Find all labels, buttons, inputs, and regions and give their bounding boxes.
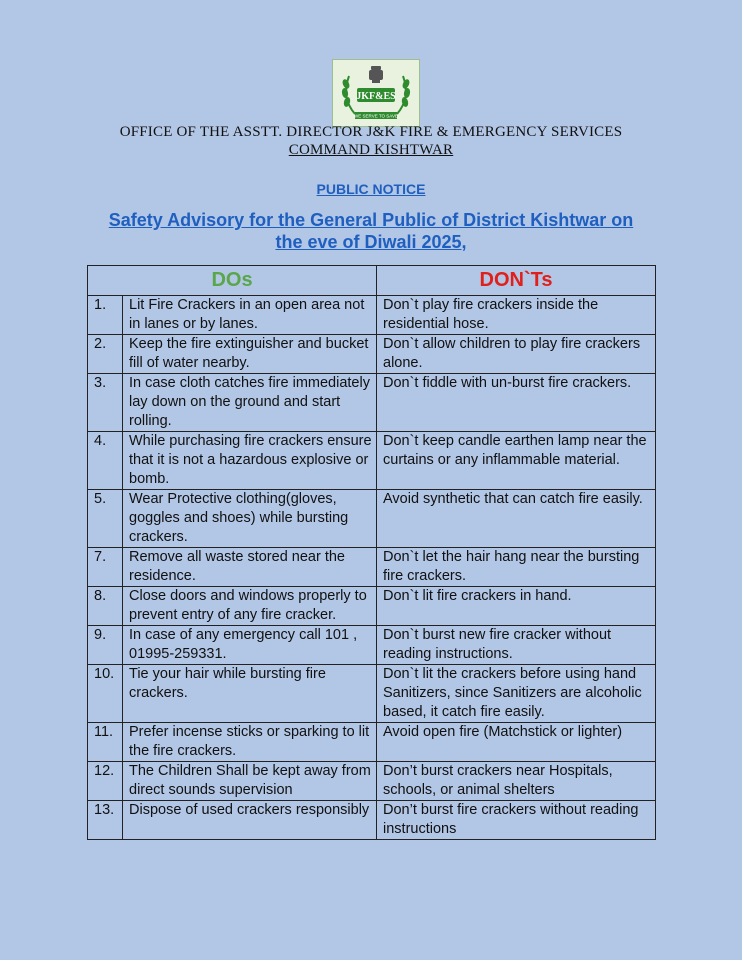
dont-cell: Don’t burst fire crackers without reading instructions <box>377 801 656 840</box>
row-number: 2. <box>88 335 123 374</box>
row-number: 7. <box>88 548 123 587</box>
row-number: 10. <box>88 665 123 723</box>
dont-cell: Don`t keep candle earthen lamp near the curtains or any inflammable material. <box>377 432 656 490</box>
advisory-title-line1: Safety Advisory for the General Public of District Kishtwar on <box>108 210 634 230</box>
table-row <box>88 374 656 432</box>
table-row <box>88 548 656 587</box>
do-cell: The Children Shall be kept away from direct sounds supervision <box>123 762 377 801</box>
do-cell: Keep the fire extinguisher and bucket fill of water nearby. <box>123 335 377 374</box>
dont-cell: Avoid open fire (Matchstick or lighter) <box>377 723 656 762</box>
table-row <box>88 762 656 801</box>
dont-cell: Don`t allow children to play fire crackers alone. <box>377 335 656 374</box>
do-cell: Prefer incense sticks or sparking to lit the fire crackers. <box>123 723 377 762</box>
dont-cell: Don`t fiddle with un-burst fire crackers. <box>377 374 656 432</box>
dont-cell: Don`t lit fire crackers in hand. <box>377 587 656 626</box>
row-number: 1. <box>88 296 123 335</box>
table-row <box>88 665 656 723</box>
do-cell: Lit Fire Crackers in an open area not in lanes or by lanes. <box>123 296 377 335</box>
table-row <box>88 587 656 626</box>
dos-donts-table <box>87 265 656 840</box>
emblem-icon <box>369 66 383 83</box>
row-number: 13. <box>88 801 123 840</box>
public-notice-label: PUBLIC NOTICE <box>316 181 426 197</box>
row-number: 12. <box>88 762 123 801</box>
do-cell: Tie your hair while bursting fire crackers. <box>123 665 377 723</box>
do-cell: Dispose of used crackers responsibly <box>123 801 377 840</box>
advisory-title <box>0 209 742 253</box>
do-cell: Remove all waste stored near the residence. <box>123 548 377 587</box>
do-cell: Wear Protective clothing(gloves, goggles and shoes) while bursting crackers. <box>123 490 377 548</box>
advisory-title-line2: the eve of Diwali 2025, <box>275 232 467 252</box>
row-number: 3. <box>88 374 123 432</box>
dont-cell: Don`t play fire crackers inside the residential hose. <box>377 296 656 335</box>
do-cell: Close doors and windows properly to prevent entry of any fire cracker. <box>123 587 377 626</box>
dos-header: DOs <box>88 266 377 296</box>
command-name: COMMAND KISHTWAR <box>288 142 454 158</box>
department-logo <box>332 59 420 127</box>
dont-cell: Don`t burst new fire cracker without reading instructions. <box>377 626 656 665</box>
logo-motto: WE SERVE TO SAVE <box>354 113 398 119</box>
dont-cell: Don`t lit the crackers before using hand Sanitizers, since Sanitizers are alcoholic based, it catch fire easily. <box>377 665 656 723</box>
table-row <box>88 626 656 665</box>
row-number: 11. <box>88 723 123 762</box>
row-number: 4. <box>88 432 123 490</box>
table-row <box>88 490 656 548</box>
do-cell: In case of any emergency call 101 , 01995-259331. <box>123 626 377 665</box>
dont-cell: Avoid synthetic that can catch fire easily. <box>377 490 656 548</box>
table-header-row <box>88 266 656 296</box>
logo-text: JKF&ES <box>356 91 396 102</box>
table-row <box>88 723 656 762</box>
table-row <box>88 296 656 335</box>
row-number: 9. <box>88 626 123 665</box>
do-cell: While purchasing fire crackers ensure that it is not a hazardous explosive or bomb. <box>123 432 377 490</box>
office-name: OFFICE OF THE ASSTT. DIRECTOR J&K FIRE & EMERGENCY SERVICES <box>119 124 623 140</box>
row-number: 5. <box>88 490 123 548</box>
donts-header: DON`Ts <box>377 266 656 296</box>
row-number: 8. <box>88 587 123 626</box>
dont-cell: Don’t burst crackers near Hospitals, schools, or animal shelters <box>377 762 656 801</box>
do-cell: In case cloth catches fire immediately lay down on the ground and start rolling. <box>123 374 377 432</box>
table-row <box>88 801 656 840</box>
dont-cell: Don`t let the hair hang near the bursting fire crackers. <box>377 548 656 587</box>
table-row <box>88 335 656 374</box>
table-row <box>88 432 656 490</box>
